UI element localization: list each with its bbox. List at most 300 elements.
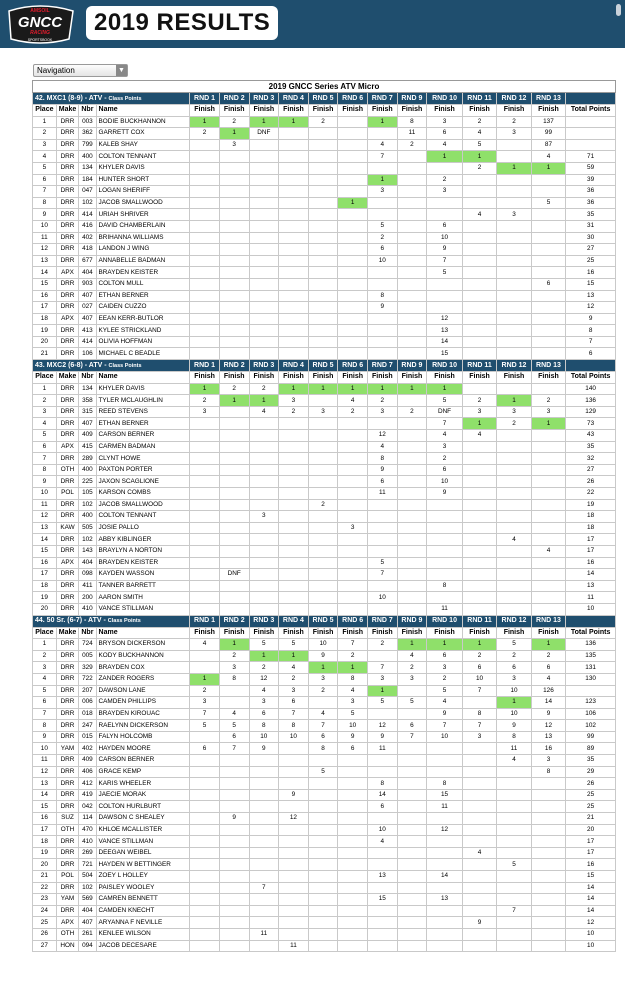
make-cell: KAW <box>56 522 79 534</box>
finish-header: Finish <box>219 105 249 117</box>
round-finish-cell <box>368 940 398 952</box>
round-finish-cell <box>462 278 496 290</box>
round-header: RND 2 <box>219 360 249 372</box>
make-header: Make <box>56 627 79 639</box>
round-finish-cell <box>249 801 279 813</box>
round-finish-cell: 99 <box>531 128 565 140</box>
total-points-cell: 8 <box>566 325 616 337</box>
rider-name-cell: CARSON BERNER <box>96 430 190 442</box>
make-cell: DRR <box>56 395 79 407</box>
round-finish-cell <box>497 522 531 534</box>
round-finish-cell: 4 <box>279 662 309 674</box>
total-points-cell: 27 <box>566 464 616 476</box>
round-finish-cell <box>368 650 398 662</box>
round-finish-cell <box>368 313 398 325</box>
round-finish-cell <box>308 151 338 163</box>
table-row <box>33 244 616 256</box>
round-finish-cell: 1 <box>190 673 220 685</box>
round-finish-cell <box>427 592 463 604</box>
round-finish-cell <box>219 499 249 511</box>
number-cell: 400 <box>79 511 96 523</box>
round-finish-cell <box>368 336 398 348</box>
finish-header: Finish <box>219 627 249 639</box>
total-points-cell <box>566 139 616 151</box>
round-header: RND 12 <box>497 360 531 372</box>
round-finish-cell <box>190 662 220 674</box>
rider-name-cell: TANNER BARRETT <box>96 580 190 592</box>
make-cell: DRR <box>56 430 79 442</box>
round-finish-cell: 2 <box>368 232 398 244</box>
rider-name-cell: OLIVIA HOFFMAN <box>96 336 190 348</box>
round-finish-cell <box>368 162 398 174</box>
round-finish-cell <box>397 209 427 221</box>
round-finish-cell: 5 <box>279 639 309 651</box>
make-cell: DRR <box>56 755 79 767</box>
place-cell: 14 <box>33 534 57 546</box>
round-finish-cell: 3 <box>462 731 496 743</box>
round-finish-cell: 7 <box>462 685 496 697</box>
round-finish-cell <box>219 940 249 952</box>
make-cell: DRR <box>56 905 79 917</box>
total-points-cell: 131 <box>566 662 616 674</box>
round-finish-cell: 1 <box>368 685 398 697</box>
round-finish-cell <box>190 731 220 743</box>
round-finish-cell: 4 <box>368 441 398 453</box>
total-points-cell: 102 <box>566 720 616 732</box>
number-cell: 407 <box>79 418 96 430</box>
round-finish-cell: 9 <box>368 731 398 743</box>
round-finish-cell <box>219 801 249 813</box>
round-finish-cell: 3 <box>219 139 249 151</box>
round-finish-cell: 3 <box>531 755 565 767</box>
round-finish-cell <box>249 824 279 836</box>
class-title: 43. MXC2 (6-8) - ATV - <box>35 361 107 369</box>
round-finish-cell <box>308 905 338 917</box>
round-finish-cell <box>249 522 279 534</box>
round-finish-cell: 4 <box>249 685 279 697</box>
round-finish-cell <box>338 545 368 557</box>
round-finish-cell <box>190 174 220 186</box>
round-finish-cell <box>531 488 565 500</box>
round-finish-cell <box>219 209 249 221</box>
table-row <box>33 499 616 511</box>
number-cell: 470 <box>79 824 96 836</box>
make-cell: DRR <box>56 336 79 348</box>
class-points-link[interactable]: Class Points <box>108 95 142 102</box>
round-header: RND 10 <box>427 615 463 627</box>
finish-header: Finish <box>338 105 368 117</box>
round-finish-cell: 9 <box>219 813 249 825</box>
make-cell: DRR <box>56 639 79 651</box>
round-finish-cell <box>368 278 398 290</box>
number-cell: 315 <box>79 406 96 418</box>
round-finish-cell <box>497 940 531 952</box>
round-finish-cell <box>462 545 496 557</box>
round-finish-cell <box>249 766 279 778</box>
round-finish-cell <box>397 836 427 848</box>
round-finish-cell <box>497 813 531 825</box>
round-finish-cell: 2 <box>190 685 220 697</box>
make-cell: POL <box>56 488 79 500</box>
table-row <box>33 545 616 557</box>
round-finish-cell <box>497 476 531 488</box>
round-finish-cell <box>279 580 309 592</box>
round-finish-cell <box>397 476 427 488</box>
round-finish-cell: 2 <box>279 673 309 685</box>
dropdown-arrow-icon: ▼ <box>116 65 127 76</box>
round-finish-cell <box>397 894 427 906</box>
total-points-cell: 35 <box>566 209 616 221</box>
round-finish-cell <box>219 220 249 232</box>
round-header: RND 3 <box>249 93 279 105</box>
round-finish-cell <box>249 488 279 500</box>
place-cell: 23 <box>33 894 57 906</box>
round-finish-cell: 1 <box>427 639 463 651</box>
round-finish-cell <box>368 499 398 511</box>
table-row <box>33 836 616 848</box>
table-row <box>33 325 616 337</box>
round-finish-cell <box>308 174 338 186</box>
total-points-cell: 6 <box>566 348 616 360</box>
rider-name-cell: MICHAEL C BEADLE <box>96 348 190 360</box>
total-points-cell: 15 <box>566 871 616 883</box>
table-row <box>33 278 616 290</box>
place-cell: 13 <box>33 778 57 790</box>
round-finish-cell: 10 <box>427 731 463 743</box>
round-finish-cell: 2 <box>249 662 279 674</box>
round-finish-cell: 8 <box>338 673 368 685</box>
round-finish-cell <box>308 557 338 569</box>
round-finish-cell <box>462 325 496 337</box>
round-finish-cell <box>279 859 309 871</box>
rider-name-cell: BRYSON DICKERSON <box>96 639 190 651</box>
number-cell: 005 <box>79 650 96 662</box>
round-finish-cell <box>497 220 531 232</box>
finish-header: Finish <box>368 105 398 117</box>
finish-header: Finish <box>368 372 398 384</box>
place-header: Place <box>33 627 57 639</box>
make-cell: OTH <box>56 464 79 476</box>
total-points-cell: 14 <box>566 569 616 581</box>
round-finish-cell: 3 <box>397 673 427 685</box>
round-finish-cell <box>308 859 338 871</box>
round-finish-cell: 1 <box>368 174 398 186</box>
total-points-cell: 135 <box>566 650 616 662</box>
round-finish-cell <box>368 209 398 221</box>
round-finish-cell <box>531 302 565 314</box>
round-finish-cell <box>308 313 338 325</box>
round-finish-cell <box>427 557 463 569</box>
round-finish-cell <box>531 267 565 279</box>
round-finish-cell: 4 <box>497 534 531 546</box>
number-cell: 027 <box>79 302 96 314</box>
round-finish-cell <box>427 302 463 314</box>
round-finish-cell <box>368 755 398 767</box>
rider-name-cell: BRAYDEN COX <box>96 662 190 674</box>
round-finish-cell: 10 <box>497 708 531 720</box>
table-row <box>33 731 616 743</box>
round-finish-cell: 15 <box>368 894 398 906</box>
round-finish-cell <box>427 162 463 174</box>
finish-header: Finish <box>219 372 249 384</box>
round-finish-cell: 6 <box>368 801 398 813</box>
place-cell: 9 <box>33 476 57 488</box>
make-cell: DRR <box>56 708 79 720</box>
round-finish-cell <box>368 859 398 871</box>
rider-name-cell: COLTON TENNANT <box>96 151 190 163</box>
round-finish-cell <box>462 603 496 615</box>
round-finish-cell <box>190 453 220 465</box>
round-finish-cell <box>219 836 249 848</box>
round-finish-cell <box>531 824 565 836</box>
round-finish-cell <box>397 569 427 581</box>
number-cell: 414 <box>79 336 96 348</box>
round-finish-cell: 5 <box>308 766 338 778</box>
round-finish-cell: 9 <box>427 488 463 500</box>
make-cell: DRR <box>56 302 79 314</box>
finish-header: Finish <box>531 372 565 384</box>
round-finish-cell <box>462 186 496 198</box>
total-points-cell: 21 <box>566 813 616 825</box>
round-finish-cell <box>249 151 279 163</box>
round-finish-cell: 1 <box>497 162 531 174</box>
rider-name-cell: EEAN KERR-BUTLOR <box>96 313 190 325</box>
round-finish-cell <box>427 209 463 221</box>
round-finish-cell: 2 <box>427 453 463 465</box>
round-finish-cell <box>338 174 368 186</box>
total-points-cell: 12 <box>566 302 616 314</box>
class-header-row <box>33 615 616 627</box>
make-cell: DRR <box>56 580 79 592</box>
table-row <box>33 894 616 906</box>
round-finish-cell <box>462 313 496 325</box>
table-row <box>33 395 616 407</box>
round-finish-cell: 8 <box>397 116 427 128</box>
round-finish-cell: 6 <box>279 697 309 709</box>
round-finish-cell: 8 <box>427 778 463 790</box>
round-finish-cell: 3 <box>308 406 338 418</box>
round-finish-cell: 2 <box>219 116 249 128</box>
round-finish-cell <box>279 220 309 232</box>
scrollbar-thumb[interactable] <box>616 4 621 16</box>
gncc-racing-logo[interactable] <box>3 3 77 45</box>
place-cell: 16 <box>33 557 57 569</box>
round-finish-cell: 11 <box>368 743 398 755</box>
round-finish-cell: 7 <box>427 255 463 267</box>
round-finish-cell <box>338 209 368 221</box>
round-finish-cell: 6 <box>462 662 496 674</box>
place-cell: 12 <box>33 511 57 523</box>
round-finish-cell: 5 <box>497 859 531 871</box>
round-finish-cell: 137 <box>531 116 565 128</box>
round-finish-cell: 3 <box>531 406 565 418</box>
place-cell: 22 <box>33 882 57 894</box>
round-finish-cell: 1 <box>338 662 368 674</box>
round-finish-cell <box>497 894 531 906</box>
round-finish-cell <box>397 325 427 337</box>
table-row <box>33 847 616 859</box>
number-cell: 412 <box>79 778 96 790</box>
round-finish-cell <box>368 545 398 557</box>
total-points-cell: 36 <box>566 186 616 198</box>
round-finish-cell: 1 <box>397 639 427 651</box>
round-finish-cell: 3 <box>368 673 398 685</box>
round-finish-cell <box>427 859 463 871</box>
round-finish-cell <box>531 592 565 604</box>
place-cell: 2 <box>33 650 57 662</box>
make-cell: DRR <box>56 603 79 615</box>
round-finish-cell <box>397 395 427 407</box>
round-finish-cell <box>497 928 531 940</box>
round-finish-cell: 1 <box>427 151 463 163</box>
total-points-cell: 17 <box>566 545 616 557</box>
make-cell: DRR <box>56 128 79 140</box>
round-finish-cell <box>368 197 398 209</box>
total-points-cell: 136 <box>566 639 616 651</box>
round-finish-cell <box>190 151 220 163</box>
round-finish-cell <box>219 244 249 256</box>
round-finish-cell <box>279 186 309 198</box>
round-finish-cell <box>190 650 220 662</box>
round-finish-cell <box>308 592 338 604</box>
table-row <box>33 255 616 267</box>
number-cell: 407 <box>79 917 96 929</box>
make-cell: DRR <box>56 220 79 232</box>
round-finish-cell: 6 <box>368 244 398 256</box>
round-finish-cell <box>249 186 279 198</box>
round-finish-cell: 8 <box>497 731 531 743</box>
round-finish-cell: 10 <box>497 685 531 697</box>
round-finish-cell <box>249 267 279 279</box>
table-row <box>33 186 616 198</box>
round-finish-cell <box>279 778 309 790</box>
number-cell: 042 <box>79 801 96 813</box>
round-finish-cell <box>338 511 368 523</box>
round-finish-cell <box>397 801 427 813</box>
round-finish-cell <box>279 139 309 151</box>
round-finish-cell <box>279 894 309 906</box>
round-finish-cell <box>338 766 368 778</box>
round-finish-cell <box>497 232 531 244</box>
round-finish-cell <box>497 430 531 442</box>
make-cell: DRR <box>56 836 79 848</box>
round-finish-cell: 1 <box>497 697 531 709</box>
round-finish-cell <box>462 580 496 592</box>
round-finish-cell: 9 <box>462 917 496 929</box>
round-finish-cell <box>249 894 279 906</box>
round-finish-cell <box>249 348 279 360</box>
place-cell: 2 <box>33 128 57 140</box>
round-finish-cell <box>279 290 309 302</box>
make-cell: DRR <box>56 545 79 557</box>
number-cell: 505 <box>79 522 96 534</box>
round-finish-cell: DNF <box>219 569 249 581</box>
round-finish-cell <box>338 232 368 244</box>
round-finish-cell <box>497 569 531 581</box>
table-row <box>33 755 616 767</box>
round-finish-cell <box>397 940 427 952</box>
table-row <box>33 650 616 662</box>
round-finish-cell: 5 <box>190 720 220 732</box>
round-finish-cell <box>219 255 249 267</box>
round-finish-cell <box>531 476 565 488</box>
total-points-cell: 17 <box>566 847 616 859</box>
round-header: RND 5 <box>308 360 338 372</box>
make-cell: DRR <box>56 278 79 290</box>
total-points-cell: 27 <box>566 244 616 256</box>
round-finish-cell: 5 <box>427 395 463 407</box>
total-points-cell: 35 <box>566 441 616 453</box>
place-cell: 14 <box>33 267 57 279</box>
round-finish-cell: 13 <box>531 731 565 743</box>
round-finish-cell: 7 <box>497 905 531 917</box>
round-finish-cell: 6 <box>531 662 565 674</box>
round-finish-cell <box>338 139 368 151</box>
rider-name-cell: CAIDEN CUZZO <box>96 302 190 314</box>
table-row <box>33 673 616 685</box>
make-cell: DRR <box>56 186 79 198</box>
class-points-link[interactable]: Class Points <box>107 618 141 625</box>
round-finish-cell <box>308 697 338 709</box>
place-cell: 2 <box>33 395 57 407</box>
round-finish-cell <box>427 766 463 778</box>
rider-name-cell: DAWSON C SHEALEY <box>96 813 190 825</box>
round-finish-cell: 6 <box>190 743 220 755</box>
navigation-select[interactable] <box>33 64 128 77</box>
number-cell: 003 <box>79 116 96 128</box>
place-cell: 9 <box>33 731 57 743</box>
round-finish-cell <box>190 569 220 581</box>
class-title-cell <box>33 615 190 627</box>
total-points-cell: 26 <box>566 476 616 488</box>
round-finish-cell <box>368 418 398 430</box>
round-finish-cell <box>462 894 496 906</box>
round-finish-cell <box>427 755 463 767</box>
round-finish-cell: 9 <box>368 464 398 476</box>
class-points-link[interactable]: Class Points <box>108 362 142 369</box>
round-finish-cell <box>249 499 279 511</box>
round-finish-cell <box>338 151 368 163</box>
round-finish-cell: 10 <box>308 639 338 651</box>
round-finish-cell: 1 <box>249 650 279 662</box>
round-finish-cell: 15 <box>427 789 463 801</box>
round-finish-cell: 4 <box>219 708 249 720</box>
round-finish-cell <box>427 197 463 209</box>
round-finish-cell <box>497 557 531 569</box>
round-finish-cell: 2 <box>462 395 496 407</box>
round-finish-cell: 2 <box>531 395 565 407</box>
round-finish-cell <box>249 905 279 917</box>
round-header: RND 12 <box>497 93 531 105</box>
round-finish-cell: 6 <box>427 220 463 232</box>
round-finish-cell: 11 <box>368 488 398 500</box>
total-header-blank <box>566 93 616 105</box>
round-finish-cell: 14 <box>368 789 398 801</box>
rider-name-cell: PAISLEY WOOLEY <box>96 882 190 894</box>
round-finish-cell <box>308 847 338 859</box>
round-finish-cell <box>219 151 249 163</box>
make-cell: DRR <box>56 882 79 894</box>
rider-name-cell: KHLOE MCALLISTER <box>96 824 190 836</box>
round-finish-cell <box>308 511 338 523</box>
round-finish-cell: 1 <box>219 128 249 140</box>
round-finish-cell <box>397 197 427 209</box>
round-finish-cell <box>531 917 565 929</box>
nbr-header: Nbr <box>79 627 96 639</box>
round-finish-cell <box>279 325 309 337</box>
round-finish-cell <box>497 603 531 615</box>
round-finish-cell <box>397 430 427 442</box>
